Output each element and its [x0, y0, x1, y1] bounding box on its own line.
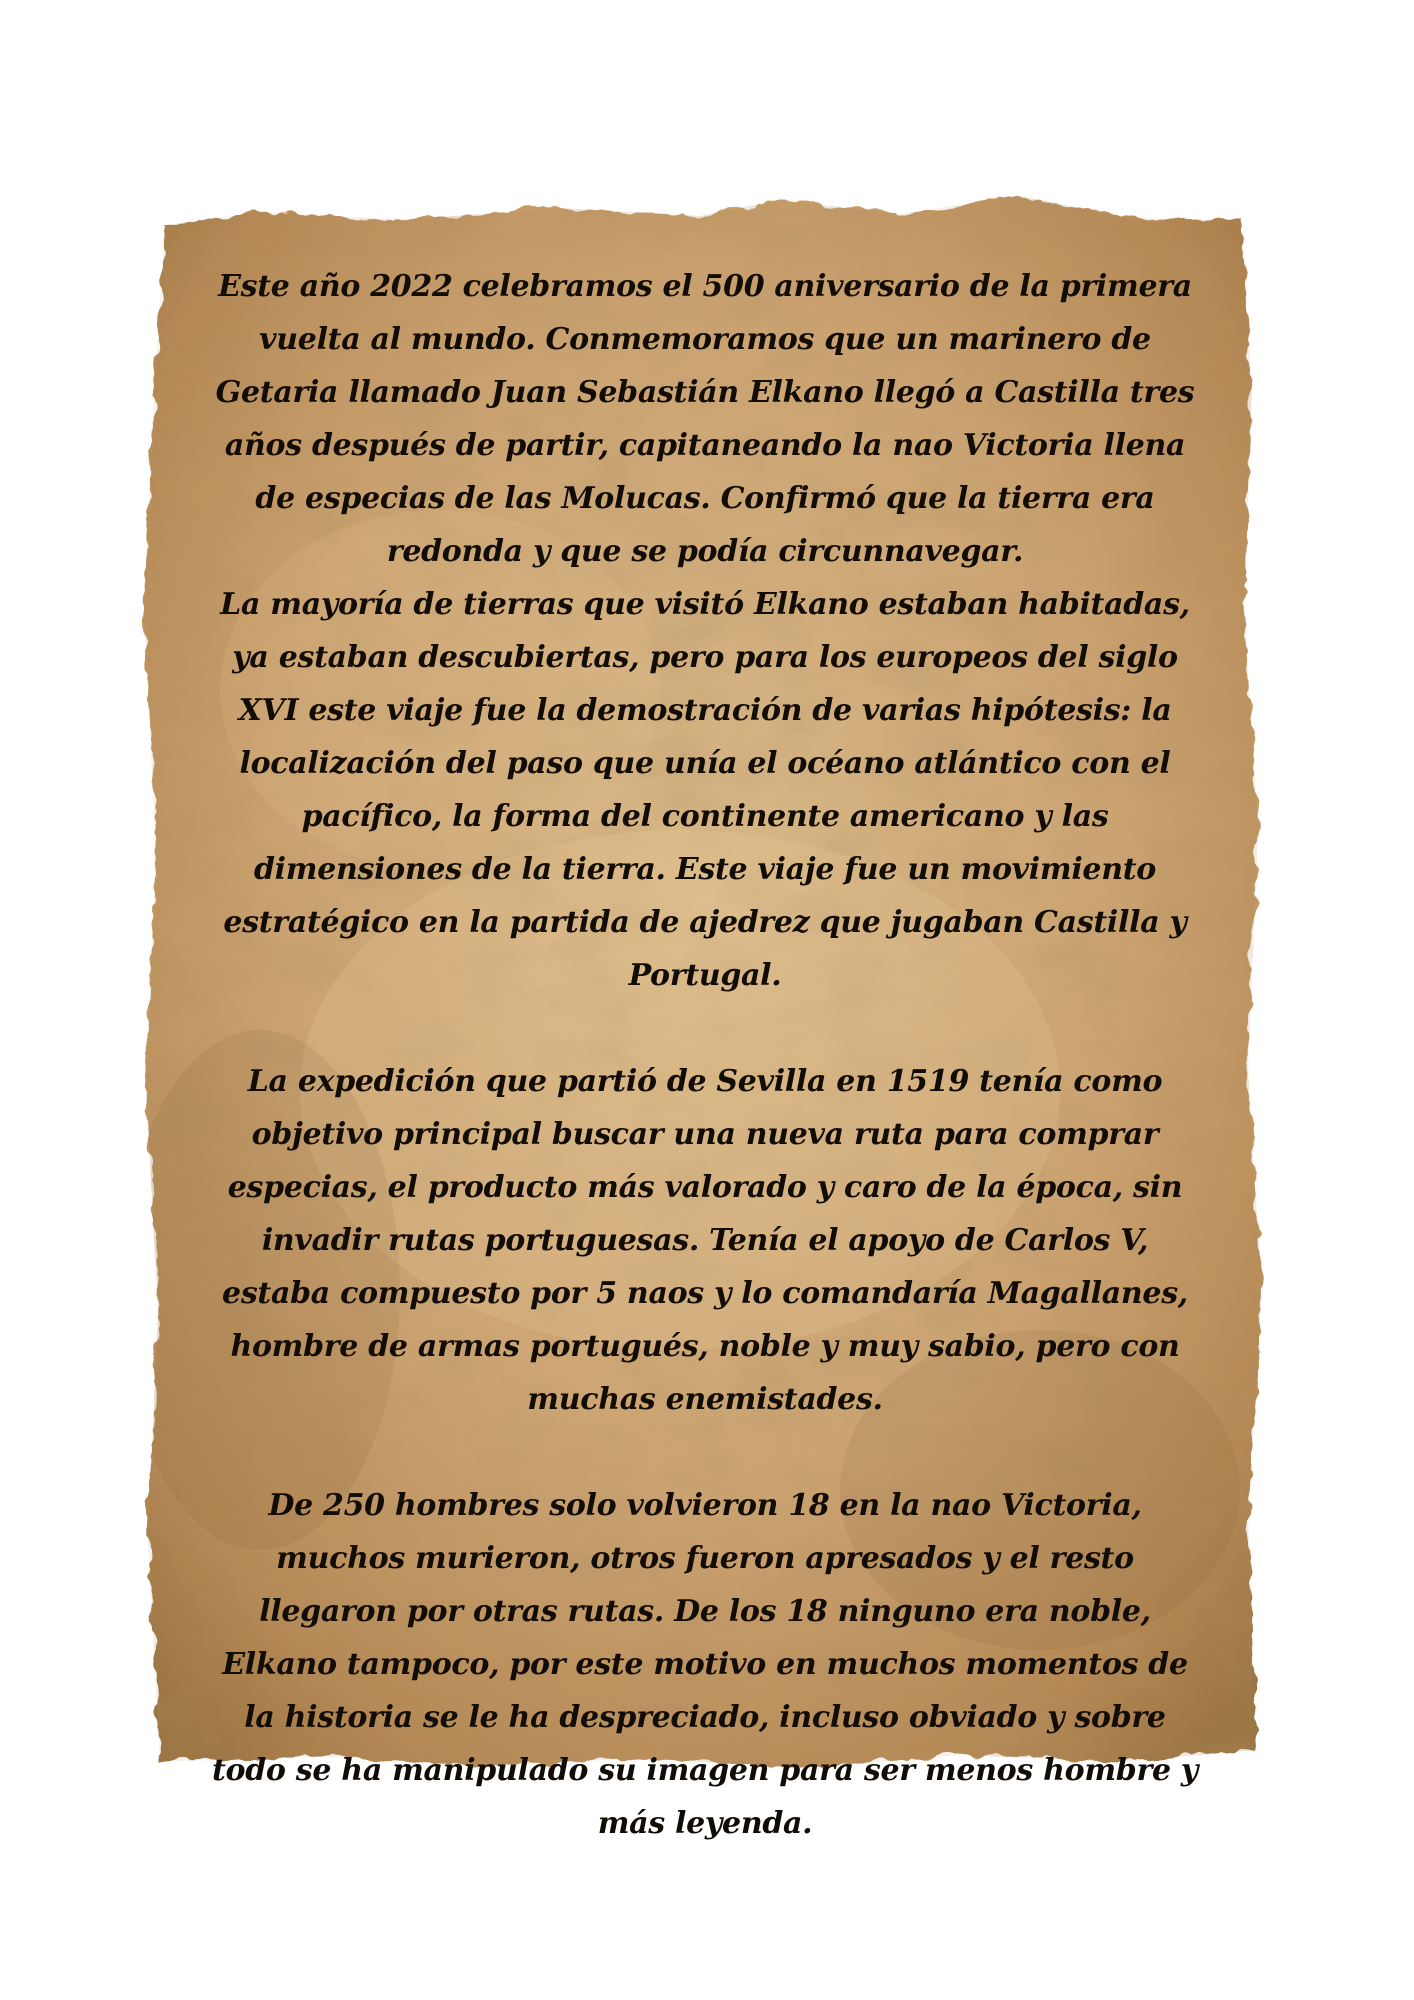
paragraph-expedition: La expedición que partió de Sevilla en 1519 tenía como objetivo principal buscar una nueva ruta para comprar especias, el producto más valorado y caro de la época, sin invadir rutas portuguesas. Tenía el apoyo de Carlos V, estaba compuesto por 5 naos y lo comandaría Magallanes, hombre de armas portugués, noble y muy sabio, pero con muchas enemistades.: [222, 1064, 1188, 1417]
paragraph-survivors: De 250 hombres solo volvieron 18 en la nao Victoria, muchos murieron, otros fueron apresados y el resto llegaron por otras rutas. De los 18 ninguno era noble, Elkano tampoco, por este motivo en muchos momentos de la historia se le ha despreciado, incluso obviado y sobre todo se ha manipulado su imagen para ser menos hombre y más leyenda.: [211, 1488, 1199, 1841]
paragraph-anniversary: Este año 2022 celebramos el 500 aniversario de la primera vuelta al mundo. Conmemoramos que un marinero de Getaria llamado Juan Sebastián Elkano llegó a Castilla tres años después de partir, capitaneando la nao Victoria llena de especias de las Molucas. Confirmó que la tierra era redonda y que se podía circunnavegar.: [215, 269, 1195, 569]
paragraph-spacer: [210, 1426, 1200, 1479]
paragraph-lands-visited: La mayoría de tierras que visitó Elkano estaban habitadas, ya estaban descubiertas, pero para los europeos del siglo XVI este viaje fue la demostración de varias hipótesis: la localización del paso que unía el océano atlántico con el pacífico, la forma del continente americano y las dimensiones de la tierra. Este viaje fue un movimiento estratégico en la partida de ajedrez que jugaban Castilla y Portugal.: [220, 587, 1190, 993]
document-body: [210, 260, 1200, 1850]
paragraph-spacer: [210, 1002, 1200, 1055]
parchment-sheet: [140, 190, 1270, 1841]
